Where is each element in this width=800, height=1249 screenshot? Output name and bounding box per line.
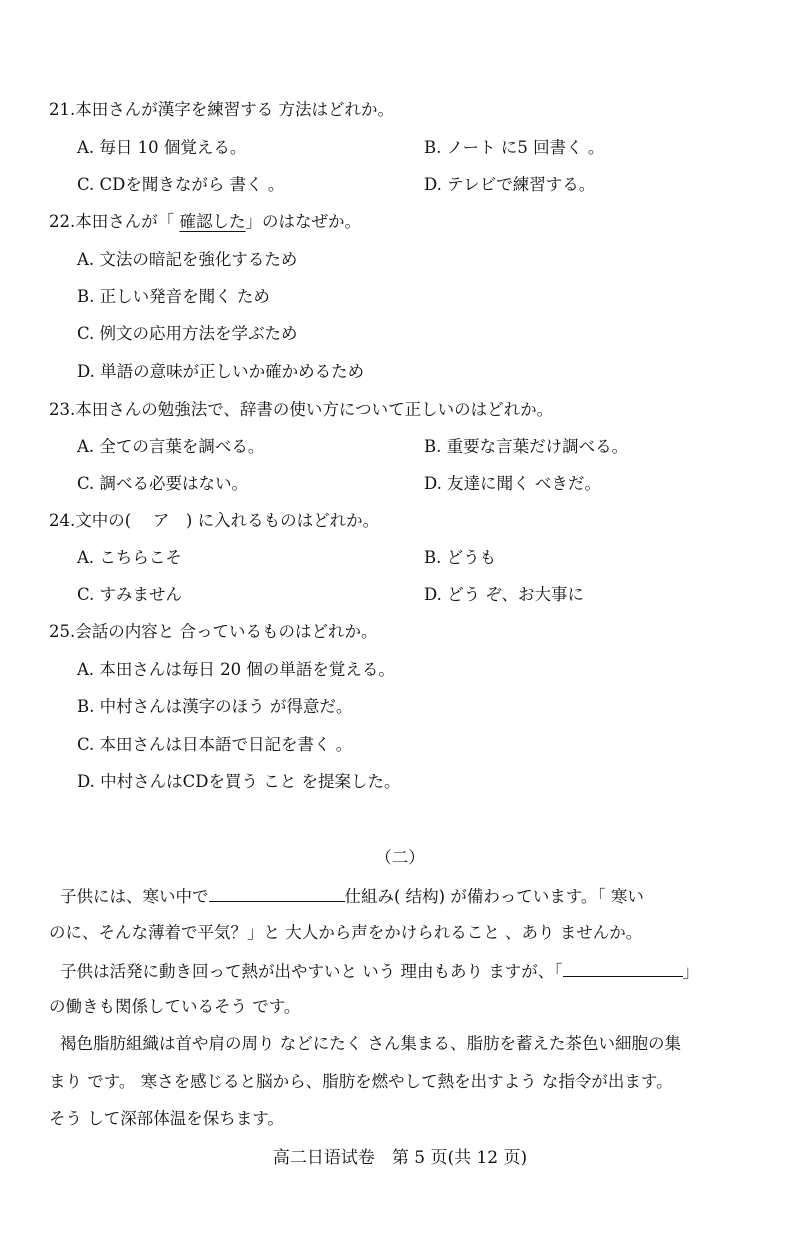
passage-p3-line3: そう して深部体温を保ちます。 [49, 1109, 284, 1128]
q24-option-c: C. すみません [77, 585, 183, 604]
underlined-phrase: 確認した [179, 212, 246, 231]
q22-option-c: C. 例文の応用方法を学ぶため [77, 324, 298, 343]
answer-blank [563, 960, 683, 977]
q25-option-c: C. 本田さんは日本語で日記を書く 。 [77, 735, 353, 754]
question-stem: 会話の内容と 合っているものはどれか。 [75, 622, 378, 641]
passage-text: 子供には、寒い中で [60, 887, 209, 906]
question-stem: 文中の( ア ) に入れるものはどれか。 [75, 511, 380, 530]
question-stem-after: 」のはなぜか。 [245, 212, 361, 231]
passage-p2-line2: の働きも関係しているそう です。 [49, 997, 301, 1016]
section-title: （二） [375, 848, 425, 867]
q23-option-b: B. 重要な言葉だけ調べる。 [424, 437, 629, 456]
q22-option-d: D. 単語の意味が正しいか確かめるため [77, 362, 365, 381]
q25-option-d: D. 中村さんはCDを買う こと を提案した。 [77, 772, 401, 791]
answer-blank [209, 885, 345, 902]
q21-option-d: D. テレビで練習する。 [424, 175, 596, 194]
q25-option-b: B. 中村さんは漢字のほう が得意だ。 [77, 697, 353, 716]
q21-option-c: C. CDを聞きながら 書く 。 [77, 175, 285, 194]
question-21 [49, 100, 394, 120]
passage-text: 仕組み( 结构) が備わっています。「 寒い [344, 887, 644, 906]
question-number: 23. [49, 400, 76, 419]
q24-option-a: A. こちらこそ [77, 548, 182, 567]
passage-p3-line1: 褐色脂肪組織は首や肩の周り などにたく さん集まる、脂肪を蓄えた茶色い細胞の集 [60, 1034, 681, 1053]
question-stem: 本田さんが漢字を練習する 方法はどれか。 [75, 100, 394, 119]
question-stem-before: 本田さんが「 [75, 212, 180, 231]
question-22 [49, 212, 361, 232]
passage-text: 」 [682, 962, 699, 981]
passage-p1-line1 [60, 885, 644, 907]
question-number: 25. [49, 622, 76, 641]
question-stem: 本田さんの勉強法で、辞書の使い方について正しいのはどれか。 [75, 400, 554, 419]
q22-option-a: A. 文法の暗記を強化するため [77, 250, 298, 269]
question-number: 24. [49, 511, 76, 530]
q23-option-c: C. 調べる必要はない。 [77, 474, 249, 493]
q24-option-d: D. どう ぞ、お大事に [424, 585, 585, 604]
q24-option-b: B. どうも [424, 548, 497, 567]
question-23 [49, 400, 553, 420]
question-25 [49, 622, 378, 642]
q25-option-a: A. 本田さんは毎日 20 個の単語を覚える。 [77, 660, 395, 679]
passage-text: 子供は活発に動き回って熱が出やすいと いう 理由もあり ますが、「 [60, 962, 563, 981]
q23-option-a: A. 全ての言葉を調べる。 [77, 437, 265, 456]
question-number: 21. [49, 100, 76, 119]
passage-p3-line2: まり です。 寒さを感じると脳から、脂肪を燃やして熱を出すよう な指令が出ます。 [49, 1072, 673, 1091]
q23-option-d: D. 友達に聞く べきだ。 [424, 474, 601, 493]
page-footer: 高二日语试卷 第 5 页(共 12 页) [272, 1148, 528, 1168]
passage-p2-line1 [60, 960, 699, 982]
question-number: 22. [49, 212, 76, 231]
passage-p1-line2: のに、そんな薄着で平気？」と 大人から声をかけられること 、あり ませんか。 [49, 923, 643, 942]
q21-option-b: B. ノート に5 回書く 。 [424, 138, 605, 157]
q22-option-b: B. 正しい発音を聞く ため [77, 287, 270, 306]
question-24 [49, 511, 379, 531]
q21-option-a: A. 毎日 10 個覚える。 [77, 138, 247, 157]
